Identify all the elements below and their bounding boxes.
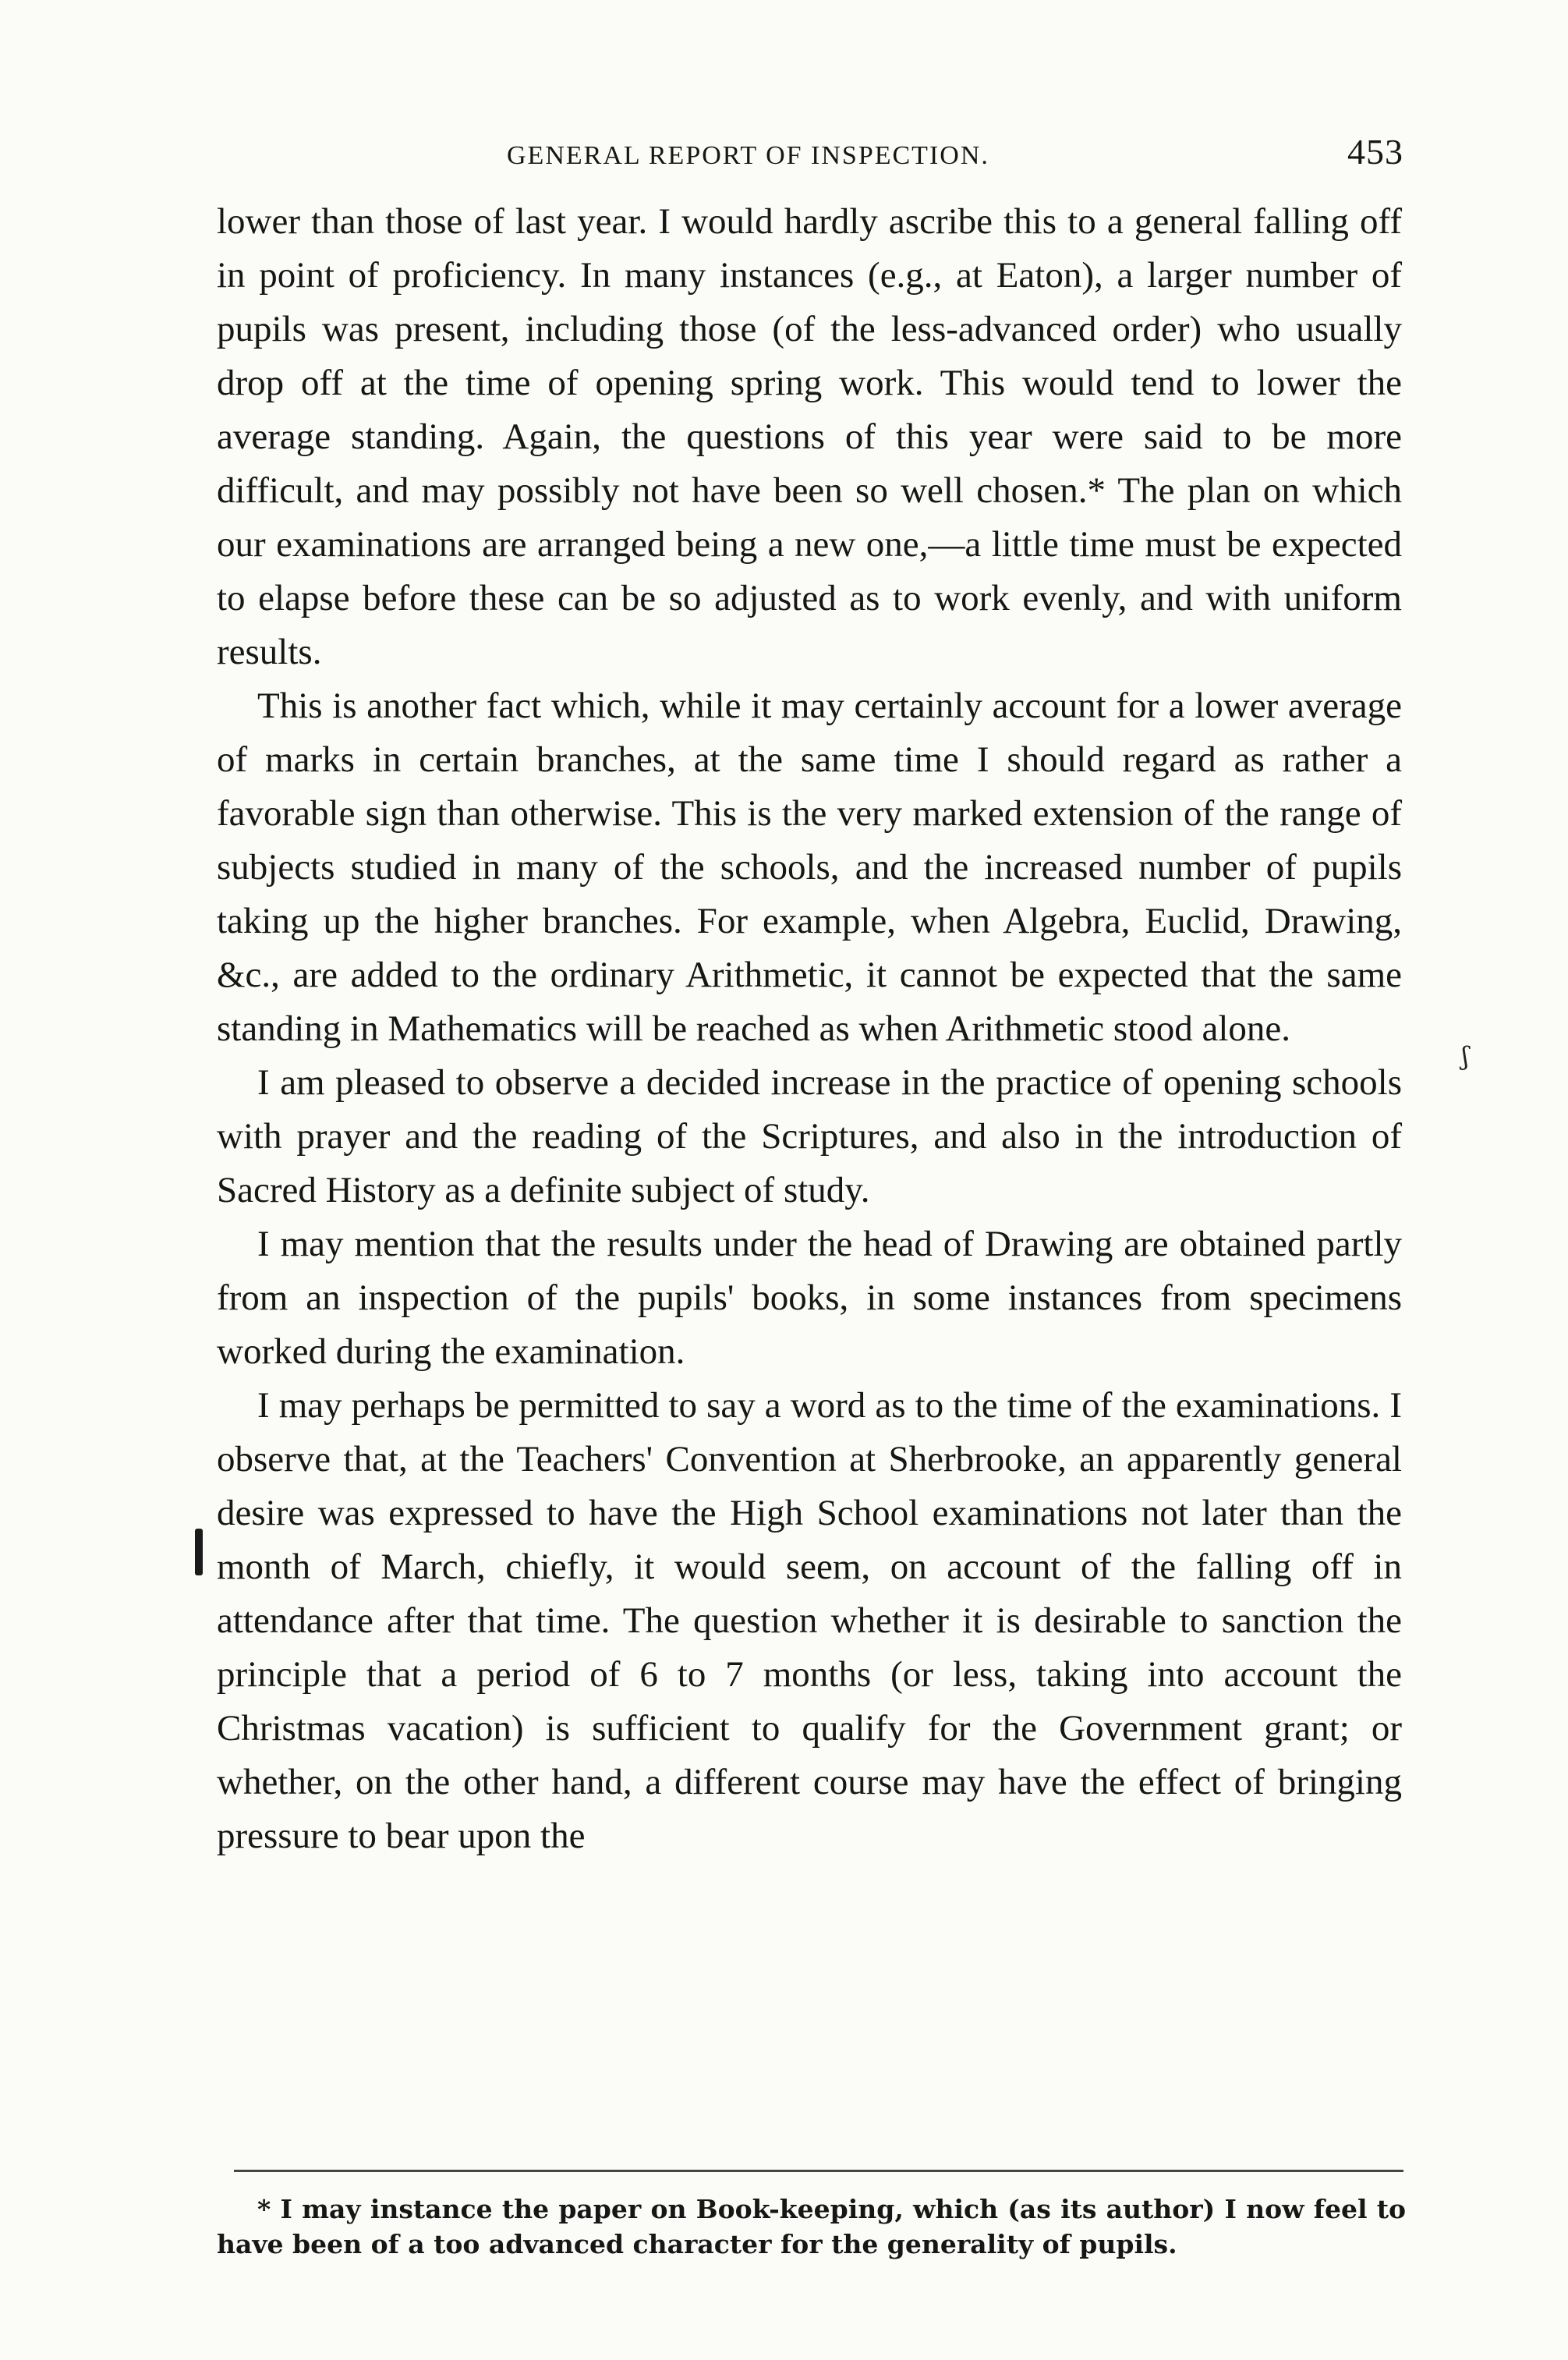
footnote-text: * I may instance the paper on Book-keeping, which (as its author) I now feel to have been of a too advanced character for the generality of pupils.: [217, 2194, 1406, 2259]
body-text: [217, 195, 1402, 1863]
paragraph-1: lower than those of last year. I would hardly ascribe this to a general falling off in point of proficiency. In many instances (e.g., at Eaton), a larger number of pupils was present, including those (of the less-advanced order) who usually drop off at the time of opening spring work. This would tend to lower the average standing. Again, the questions of this year were said to be more difficult, and may possibly not have been so well chosen.* The plan on which our examinations are arranged being a new one,—a little time must be expected to elapse before these can be so adjusted as to work evenly, and with uniform results.: [217, 201, 1402, 672]
page-number: 453: [1347, 132, 1403, 172]
margin-mark-squiggle: ʃ: [1462, 1041, 1469, 1071]
margin-mark-bar: [195, 1529, 203, 1575]
footnote-rule: [234, 2170, 1403, 2172]
running-title: GENERAL REPORT OF INSPECTION.: [507, 141, 989, 170]
paragraph-5: I may perhaps be permitted to say a word as to the time of the examinations. I observe that, at the Teachers' Convention at Sherbrooke, an apparently general desire was expressed to have the High School examinations not later than the month of March, chiefly, it would seem, on account of the falling off in attendance after that time. The question whether it is desirable to sanction the principle that a period of 6 to 7 months (or less, taking into account the Christmas vacation) is sufficient to qualify for the Government grant; or whether, on the other hand, a different course may have the effect of bringing pressure to bear upon the: [217, 1385, 1402, 1856]
paragraph-2: This is another fact which, while it may certainly account for a lower average of marks in certain branches, at the same time I should regard as rather a favorable sign than otherwise. This is the very marked extension of the range of subjects studied in many of the schools, and the increased number of pupils taking up the higher branches. For example, when Algebra, Euclid, Drawing, &c., are added to the ordinary Arithmetic, it cannot be expected that the same standing in Mathematics will be reached as when Arithmetic stood alone.: [217, 686, 1402, 1049]
footnote: [217, 2192, 1406, 2262]
paragraph-3: I am pleased to observe a decided increase in the practice of opening schools with prayer and the reading of the Scriptures, and also in the introduction of Sacred History as a definite subject of study.: [217, 1062, 1402, 1210]
paragraph-4: I may mention that the results under the head of Drawing are obtained partly from an inspection of the pupils' books, in some instances from specimens worked during the examination.: [217, 1224, 1402, 1372]
running-head: [218, 131, 1403, 178]
